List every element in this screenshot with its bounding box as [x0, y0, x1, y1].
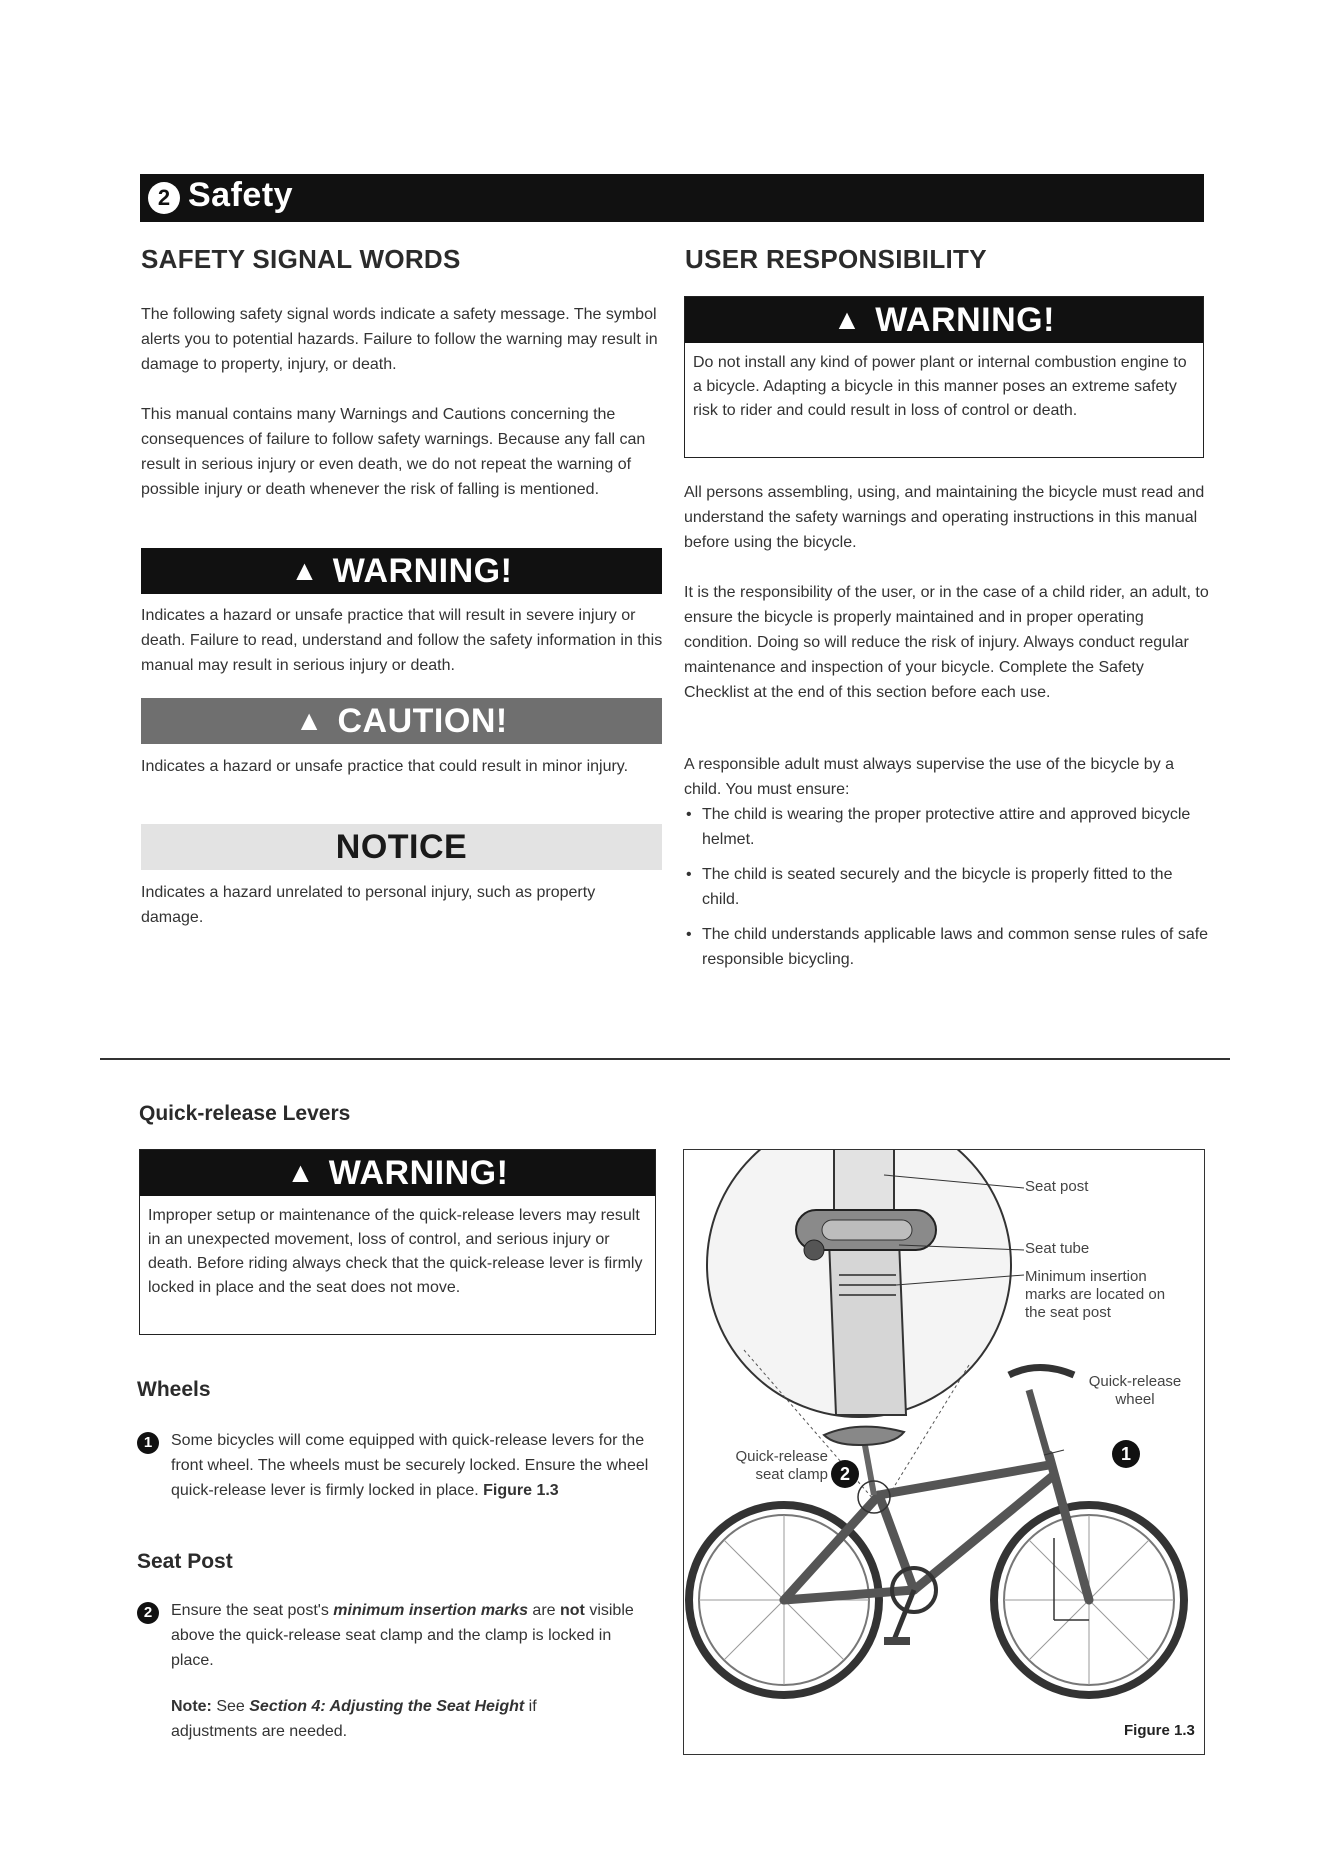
user-responsibility-heading: USER RESPONSIBILITY [685, 244, 987, 274]
bicycle-figure [683, 1149, 1205, 1755]
seat-post-text: visible above the quick-release seat clamp and the clamp is locked in place. [171, 1602, 634, 1669]
quick-release-warning-box [139, 1149, 656, 1335]
step-1-badge: 1 [137, 1432, 159, 1454]
supervision-list [684, 802, 1209, 982]
quick-release-seat-clamp-label [716, 1448, 828, 1484]
caution-triangle-icon: ▲ [295, 705, 324, 736]
user-warning-box [684, 296, 1204, 458]
list-item: • The child is seated securely and the bicycle is properly fitted to the child. [684, 862, 1209, 912]
figure-badge-1: 1 [1112, 1440, 1140, 1468]
section-number-badge: 2 [148, 182, 180, 214]
qr-clamp-line: Quick-release [735, 1448, 828, 1465]
min-marks-line: the seat post [1025, 1304, 1111, 1321]
seat-post-not: not [560, 1602, 585, 1619]
seat-post-text: are [527, 1602, 560, 1619]
step-2-badge: 2 [137, 1602, 159, 1624]
seat-post-instructions [171, 1598, 656, 1673]
section-header-bar [140, 174, 1204, 222]
quick-release-warning-text: Improper setup or maintenance of the quick-release levers may result in an unexpected movement, loss of control, and serious injury or death. Before riding always check that the quick-release lever is firmly locked in place and the seat does not move. [148, 1207, 643, 1296]
quick-release-wheel-label [1080, 1373, 1190, 1409]
list-item: • The child is wearing the proper protective attire and approved bicycle helmet. [684, 802, 1209, 852]
wheels-figure-ref: Figure 1.3 [483, 1482, 559, 1499]
page-divider [100, 1058, 1230, 1060]
list-item: • The child understands applicable laws and common sense rules of safe responsible bicycling. [684, 922, 1209, 972]
warning-triangle-icon: ▲ [286, 1157, 315, 1188]
signal-words-intro: The following safety signal words indicate a safety message. The symbol alerts you to potential hazards. Failure to follow the warning may result in damage to property, injury, or death. [141, 306, 658, 373]
seat-tube-label: Seat tube [1025, 1240, 1090, 1257]
user-warning-text: Do not install any kind of power plant or internal combustion engine to a bicycle. Adapting a bicycle in this manner poses an extreme safety risk to rider and could result in loss of control or death. [693, 354, 1187, 419]
user-responsibility-p1: All persons assembling, using, and maintaining the bicycle must read and understand the safety warnings and operating instructions in this manual before using the bicycle. [684, 484, 1205, 551]
qr-wheel-line: wheel [1115, 1391, 1155, 1408]
wheels-text: Some bicycles will come equipped with quick-release levers for the front wheel. The wheels must be securely locked. Ensure the wheel quick-release lever is firmly locked in place. [171, 1432, 649, 1499]
warning-triangle-icon: ▲ [833, 304, 862, 335]
warning-banner [141, 548, 662, 594]
qr-wheel-line: Quick-release [1088, 1373, 1182, 1390]
safety-signal-words-heading: SAFETY SIGNAL WORDS [141, 244, 461, 274]
seat-post-heading: Seat Post [137, 1550, 233, 1573]
qr-clamp-line: seat clamp [755, 1466, 828, 1483]
warning-label: WARNING! [332, 552, 513, 590]
caution-banner [141, 698, 662, 744]
note-text: See [211, 1698, 250, 1715]
warning-triangle-icon: ▲ [290, 555, 319, 586]
quick-release-warning-label: WARNING! [328, 1154, 509, 1192]
figure-badge-2: 2 [831, 1460, 859, 1488]
wheels-instructions [171, 1428, 656, 1503]
section-title: Safety [188, 176, 294, 214]
user-warning-banner [685, 297, 1203, 343]
user-responsibility-p2: It is the responsibility of the user, or in the case of a child rider, an adult, to ensure the bicycle is properly maintained and in proper operating condition. Doing so will reduce the risk of injury. Always conduct regular maintenance and inspection of your bicycle. Complete the Safety Checklist at the end of this section before each use. [684, 584, 1209, 701]
notice-banner [141, 824, 662, 870]
min-marks-line: marks are located on [1025, 1286, 1166, 1303]
seat-post-text: Ensure the seat post's [171, 1602, 334, 1619]
user-responsibility-p3: A responsible adult must always supervise the use of the bicycle by a child. You must ensure: [684, 756, 1175, 798]
note-label: Note: [171, 1698, 212, 1715]
figure-caption: Figure 1.3 [1124, 1722, 1195, 1739]
caution-label: CAUTION! [337, 702, 508, 740]
quick-release-warning-banner [140, 1150, 655, 1196]
seat-post-label: Seat post [1025, 1178, 1089, 1195]
min-marks-line: Minimum insertion [1025, 1268, 1147, 1285]
minimum-insertion-label [1025, 1268, 1200, 1322]
warning-description: Indicates a hazard or unsafe practice that will result in severe injury or death. Failure to read, understand and follow the safety information in this manual may result in serious injury or death. [141, 607, 663, 674]
signal-words-paragraph: This manual contains many Warnings and Cautions concerning the consequences of failure to follow safety warnings. Because any fall can result in serious injury or even death, we do not repeat the warning of possible injury or death whenever the risk of falling is mentioned. [141, 406, 646, 498]
notice-description: Indicates a hazard unrelated to personal injury, such as property damage. [141, 884, 596, 926]
notice-label: NOTICE [335, 828, 468, 866]
user-warning-label: WARNING! [875, 301, 1055, 339]
seat-post-emphasis: minimum insertion marks [333, 1602, 528, 1619]
quick-release-heading: Quick-release Levers [139, 1102, 351, 1125]
note-text: if adjustments are needed. [171, 1698, 537, 1740]
caution-description: Indicates a hazard or unsafe practice that could result in minor injury. [141, 758, 629, 775]
wheels-heading: Wheels [137, 1378, 211, 1401]
seat-height-note [171, 1694, 591, 1744]
note-section-ref: Section 4: Adjusting the Seat Height [249, 1698, 525, 1715]
